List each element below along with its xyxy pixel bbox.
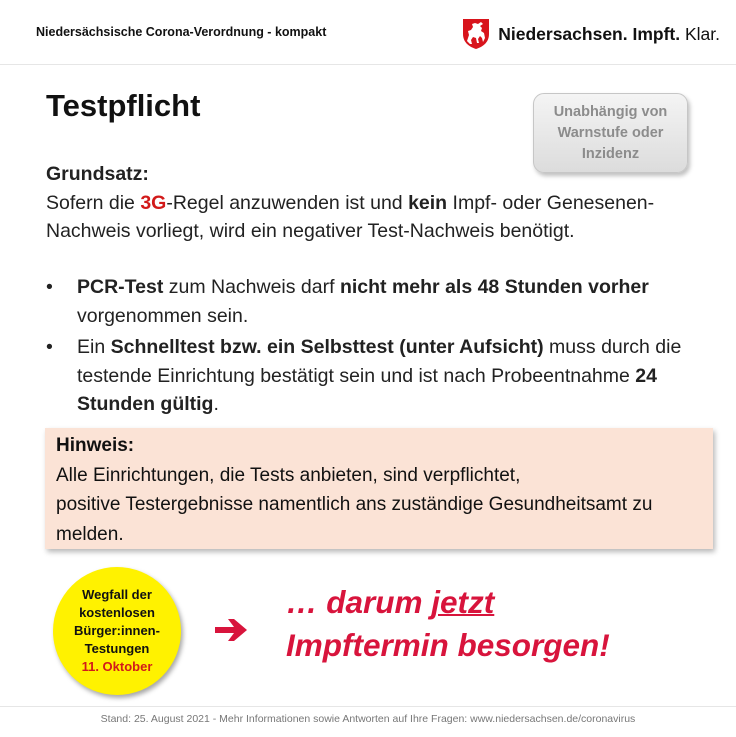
free-testing-end-badge — [53, 567, 181, 695]
list-item — [46, 333, 716, 419]
grundsatz-section — [46, 160, 726, 246]
niedersachsen-horse-logo-icon — [462, 18, 490, 50]
header — [0, 0, 736, 65]
hinweis-line-2: positive Testergebnisse namentlich ans zuständige Gesundheitsamt zu melden. — [56, 494, 653, 545]
cta-text: … darum — [286, 584, 432, 620]
call-to-action — [286, 581, 610, 667]
grundsatz-kein: kein — [408, 191, 448, 214]
grundsatz-text-part: Impf- oder Genesenen-Nachweis vorliegt, wird ein negativer Test-Nachweis benötigt. — [46, 191, 655, 242]
footer-text: Stand: 25. August 2021 - Mehr Informationen sowie Antworten auf Ihre Fragen: www.niedersachsen.de/coronavirus — [100, 713, 636, 725]
circle-line-4: Testungen — [84, 641, 150, 656]
bullet-text: muss durch die testende Einrichtung bestätigt sein und ist nach Probeentnahme — [77, 336, 682, 387]
brand-slogan-rest: Klar. — [680, 23, 720, 44]
cta-line-2: Impftermin besorgen! — [286, 627, 610, 663]
brand-text — [498, 24, 720, 45]
circle-line-3: Bürger:innen- — [74, 623, 160, 638]
footer — [0, 706, 736, 737]
circle-line-2: kostenlosen — [79, 605, 155, 620]
schnelltest-validity: 24 Stunden gültig — [77, 364, 657, 415]
bullet-dot: • — [46, 276, 53, 298]
badge-line-3: Inzidenz — [581, 145, 640, 162]
badge-line-2: Warnstufe oder — [557, 124, 664, 141]
rule-list — [46, 273, 716, 422]
arrow-right-icon — [212, 615, 252, 645]
cta-underlined-word: jetzt — [431, 584, 495, 620]
bullet-text: zum Nachweis darf — [163, 276, 340, 298]
bullet-text: . — [213, 393, 219, 415]
grundsatz-text — [46, 189, 726, 246]
hinweis-heading: Hinweis: — [56, 435, 135, 456]
grundsatz-heading: Grundsatz: — [46, 163, 149, 185]
grundsatz-text-part: -Regel anzuwenden ist und — [166, 191, 409, 214]
list-item — [46, 273, 716, 330]
grundsatz-3g-highlight: 3G — [140, 191, 167, 214]
cta-line-1 — [286, 581, 610, 624]
circle-date: 11. Oktober — [81, 659, 153, 674]
bullet-dot: • — [46, 336, 53, 358]
brand-logo-lockup — [462, 16, 720, 52]
schnelltest-label: Schnelltest bzw. ein Selbsttest (unter Aufsicht) — [110, 336, 544, 358]
hinweis-line-1: Alle Einrichtungen, die Tests anbieten, sind verpflichtet, — [56, 464, 521, 486]
page-title: Testpflicht — [46, 88, 201, 123]
bullet-text: Ein — [77, 336, 111, 358]
pcr-test-label: PCR-Test — [77, 276, 164, 298]
badge-line-1: Unabhängig von — [553, 103, 668, 120]
hinweis-box — [45, 428, 713, 549]
circle-line-1: Wegfall der — [82, 587, 152, 602]
bullet-text: vorgenommen sein. — [77, 304, 249, 327]
header-title: Niedersächsische Corona-Verordnung - kompakt — [36, 25, 327, 39]
grundsatz-text-part: Sofern die — [46, 191, 141, 214]
pcr-time-limit: nicht mehr als 48 Stunden vorher — [339, 276, 649, 298]
brand-slogan-bold: Niedersachsen. Impft. — [498, 23, 681, 44]
